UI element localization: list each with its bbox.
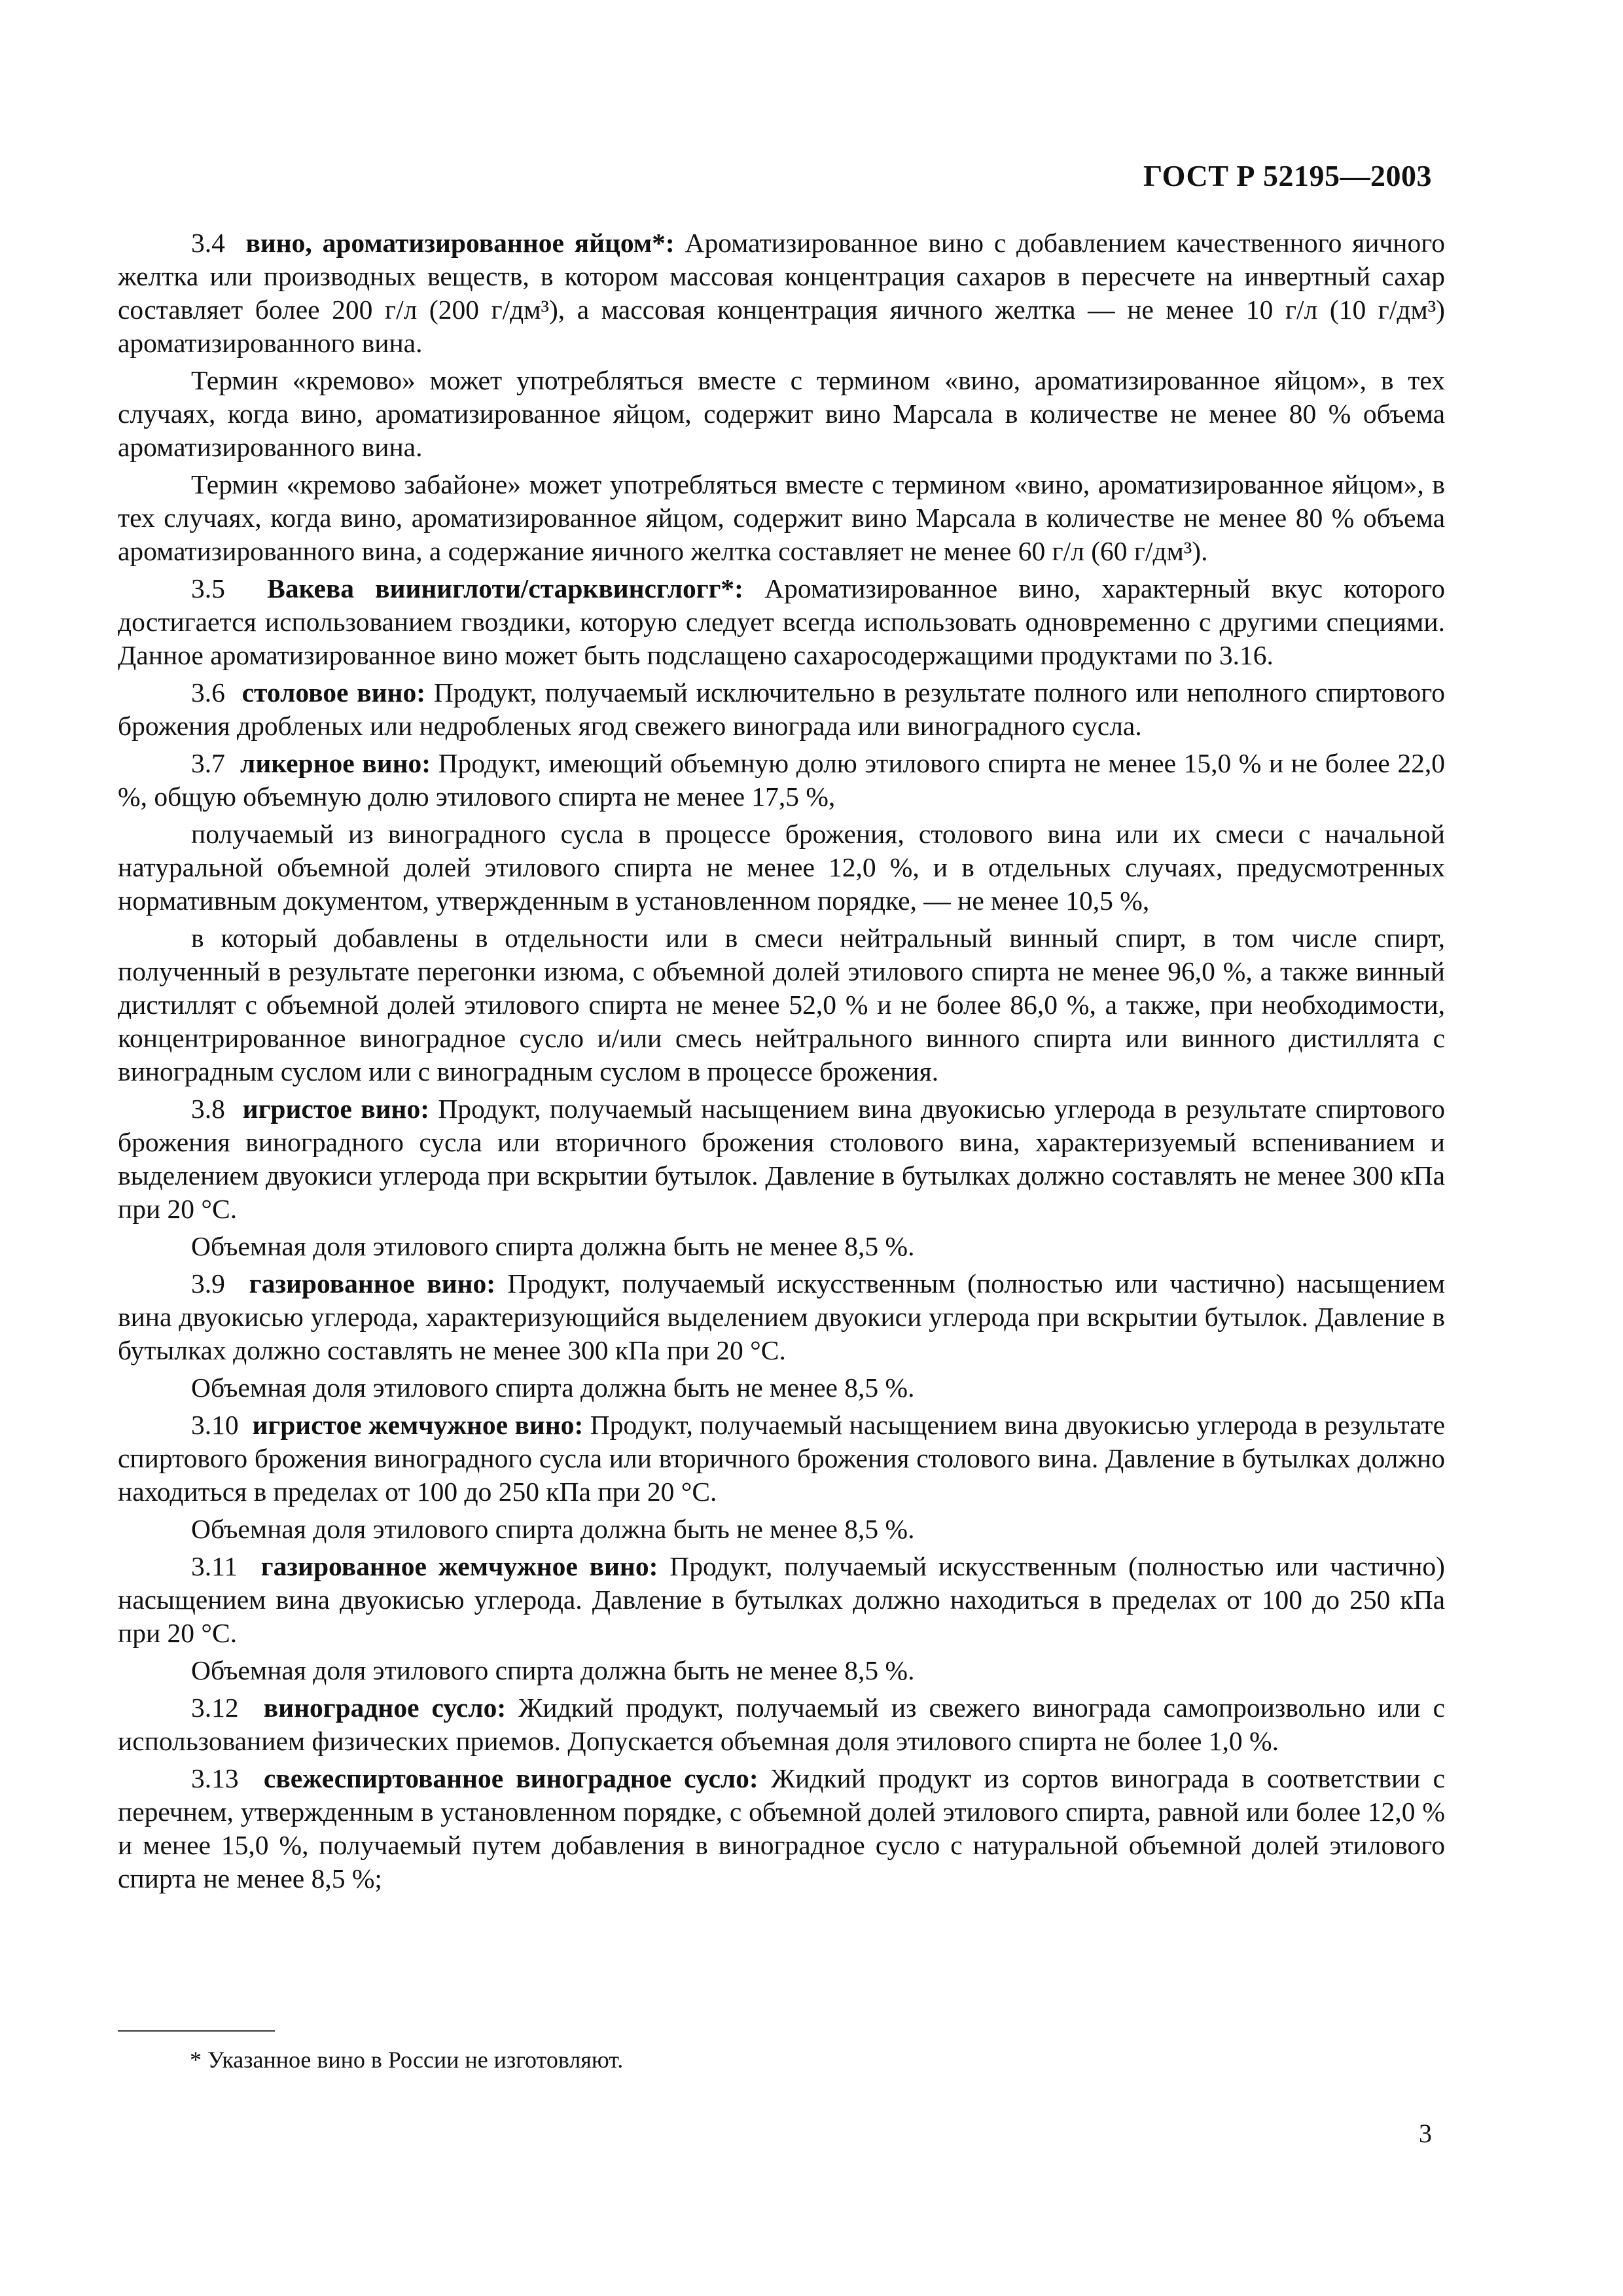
paragraph <box>118 1371 1445 1405</box>
paragraph-text: Жидкий продукт из сортов винограда в соответствии с перечнем, утвержденным в установленном порядке, с объемной долей этилового спирта, равной или более 12,0 % и менее 15,0 %, получаемый путем добавления в виноградное сусло с натуральной объемной долей этилового спирта не менее 8,5 %; <box>118 1763 1445 1893</box>
term: газированное жемчужное вино: <box>260 1551 658 1581</box>
paragraph-3-6 <box>118 676 1445 743</box>
term: столовое вино: <box>241 677 426 708</box>
term: вино, ароматизированное яйцом*: <box>245 228 675 258</box>
paragraph-text: Термин «кремово» может употребляться вместе с термином «вино, ароматизированное яйцом», в тех случаях, когда вино, ароматизированное яйцом, содержит вино Марсала в количестве не менее 80 % объема ароматизированного вина. <box>118 365 1445 462</box>
paragraph <box>118 1230 1445 1263</box>
paragraph-text: Термин «кремово забайоне» может употребляться вместе с термином «вино, ароматизированное яйцом», в тех случаях, когда вино, ароматизированное яйцом, содержит вино Марсала в количестве не менее 80 % объема ароматизированного вина, а содержание яичного желтка составляет не менее 60 г/л (60 г/дм³). <box>118 469 1445 566</box>
paragraph-text: Объемная доля этилового спирта должна быть не менее 8,5 %. <box>191 1231 915 1261</box>
paragraph-3-8 <box>118 1092 1445 1226</box>
paragraph-text: Объемная доля этилового спирта должна быть не менее 8,5 %. <box>191 1372 915 1403</box>
paragraph-number: 3.11 <box>191 1551 238 1581</box>
paragraph <box>118 1513 1445 1546</box>
paragraph-text: Жидкий продукт, получаемый из свежего винограда самопроизвольно или с использованием физических приемов. Допускается объемная доля этилового спирта не более 1,0 %. <box>118 1693 1445 1756</box>
paragraph-text: Объемная доля этилового спирта должна быть не менее 8,5 %. <box>191 1514 915 1544</box>
paragraph-3-4 <box>118 226 1445 360</box>
term: игристое жемчужное вино: <box>252 1410 584 1440</box>
paragraph-text: Продукт, имеющий объемную долю этилового спирта не менее 15,0 % и не более 22,0 %, общую объемную долю этилового спирта не менее 17,5 %, <box>118 748 1446 812</box>
paragraph-number: 3.4 <box>191 228 225 258</box>
paragraph <box>118 468 1445 568</box>
paragraph-3-9 <box>118 1267 1445 1367</box>
paragraph-number: 3.5 <box>191 573 225 603</box>
paragraph-text: в который добавлены в отдельности или в смеси нейтральный винный спирт, в том числе спирт, полученный в результате перегонки изюма, с объемной долей этилового спирта не менее 96,0 %, а также винный дистиллят с объемной долей этилового спирта не менее 52,0 % и не более 86,0 %, а также, при необходимости, концентрированное виноградное сусло и/или смесь нейтрального винного спирта или винного дистиллята с виноградным суслом или с виноградным суслом в процессе брожения. <box>118 923 1445 1086</box>
paragraph-text: Продукт, получаемый искусственным (полностью или частично) насыщением вина двуокисью углерода. Давление в бутылках должно находиться в пределах от 100 до 250 кПа при 20 °С. <box>118 1551 1445 1648</box>
document-body <box>118 226 1445 1899</box>
paragraph-text: получаемый из виноградного сусла в процессе брожения, столового вина или их смеси с начальной натуральной объемной долей этилового спирта не менее 12,0 %, и в отдельных случаях, предусмотренных нормативным документом, утвержденным в установленном порядке, — не менее 10,5 %, <box>118 819 1445 916</box>
paragraph-3-7 <box>118 747 1445 814</box>
footnote: * Указанное вино в России не изготовляют. <box>190 2047 624 2073</box>
page-number: 3 <box>1419 2119 1432 2148</box>
paragraph-number: 3.12 <box>191 1693 239 1723</box>
paragraph-3-5 <box>118 572 1445 672</box>
document-code: ГОСТ Р 52195—2003 <box>1143 159 1432 192</box>
term: ликерное вино: <box>240 748 431 778</box>
footnote-divider <box>118 2030 275 2032</box>
paragraph-text: Ароматизированное вино с добавлением качественного яичного желтка или производных веществ, в котором массовая концентрация сахаров в пересчете на инвертный сахар составляет более 200 г/л (200 г/дм³), а массовая концентрация яичного желтка — не менее 10 г/л (10 г/дм³) ароматизированного вина. <box>118 228 1445 358</box>
paragraph-3-13 <box>118 1762 1445 1895</box>
term: Вакева вииниглоти/старквинсглогг*: <box>267 573 744 603</box>
term: газированное вино: <box>249 1268 496 1299</box>
paragraph-text: Объемная доля этилового спирта должна быть не менее 8,5 %. <box>191 1655 915 1685</box>
paragraph-number: 3.7 <box>191 748 225 778</box>
paragraph-number: 3.10 <box>191 1410 239 1440</box>
paragraph-text: Продукт, получаемый исключительно в результате полного или неполного спиртового брожения дробленых или недробленых ягод свежего винограда или виноградного сусла. <box>118 677 1446 741</box>
term: виноградное сусло: <box>263 1693 507 1723</box>
term: игристое вино: <box>242 1094 430 1124</box>
term: свежеспиртованное виноградное сусло: <box>263 1763 758 1793</box>
paragraph-text: Продукт, получаемый насыщением вина двуокисью углерода в результате спиртового брожения виноградного сусла или вторичного брожения столового вина, характеризуемый вспениванием и выделением двуокиси углерода при вскрытии бутылок. Давление в бутылках должно составлять не менее 300 кПа при 20 °С. <box>118 1094 1446 1224</box>
paragraph <box>118 1654 1445 1687</box>
paragraph-text: Продукт, получаемый искусственным (полностью или частично) насыщением вина двуокисью углерода, характеризующийся выделением двуокиси углерода при вскрытии бутылок. Давление в бутылках должно составлять не менее 300 кПа при 20 °С. <box>118 1268 1446 1365</box>
paragraph <box>118 817 1445 918</box>
paragraph-3-12 <box>118 1691 1445 1758</box>
paragraph-3-11 <box>118 1550 1445 1650</box>
paragraph-3-10 <box>118 1408 1445 1509</box>
paragraph-number: 3.9 <box>191 1268 225 1299</box>
paragraph <box>118 364 1445 464</box>
paragraph-number: 3.6 <box>191 677 225 708</box>
paragraph-number: 3.8 <box>191 1094 225 1124</box>
paragraph-text: Продукт, получаемый насыщением вина двуокисью углерода в результате спиртового брожения виноградного сусла или вторичного брожения столового вина. Давление в бутылках должно находиться в пределах от 100 до 250 кПа при 20 °С. <box>118 1410 1445 1507</box>
paragraph <box>118 922 1445 1088</box>
paragraph-text: Ароматизированное вино, характерный вкус которого достигается использованием гвоздики, которую следует всегда использовать одновременно с другими специями. Данное ароматизированное вино может быть подслащено сахаросодержащими продуктами по 3.16. <box>118 573 1446 670</box>
paragraph-number: 3.13 <box>191 1763 239 1793</box>
